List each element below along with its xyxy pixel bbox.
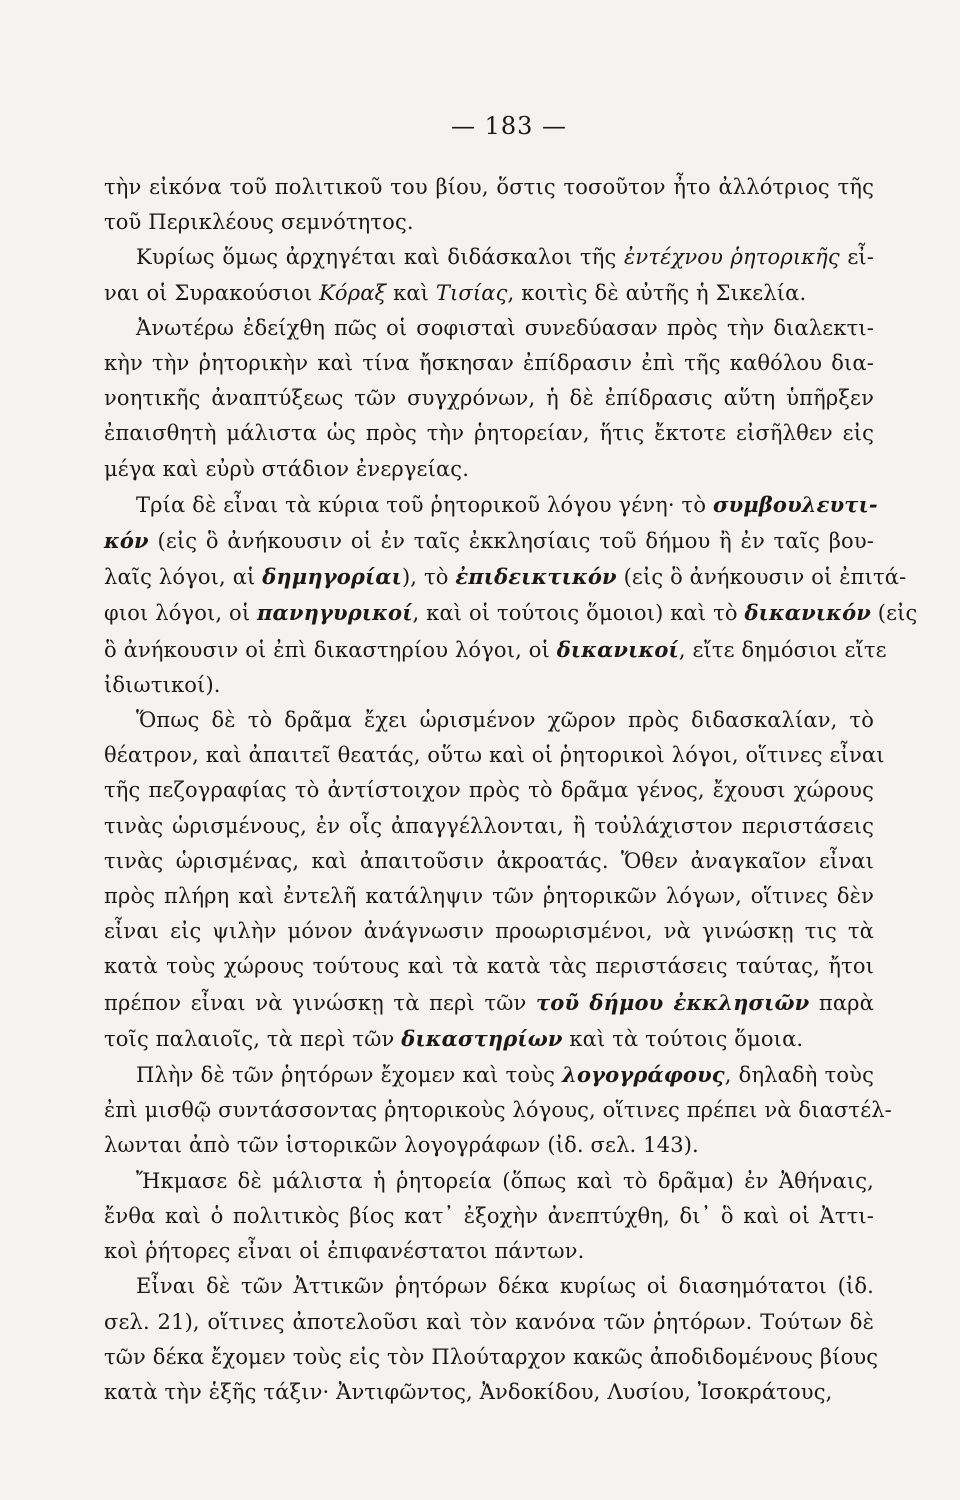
text-line: λωνται ἀπὸ τῶν ἱστορικῶν λογογράφων (ἰδ. σελ. 143). (104, 1133, 699, 1158)
text-line: τὴν εἰκόνα τοῦ πολιτικοῦ του βίου, ὅστις τοσοῦτον ἦτο ἀλλότριος τῆς (104, 175, 874, 199)
text-line: κατὰ τὴν ἑξῆς τάξιν· Ἀντιφῶντος, Ἀνδοκίδου, Λυσίου, Ἰσοκράτους, (104, 1379, 833, 1404)
text-line: Εἶναι δὲ τῶν Ἀττικῶν ῥητόρων δέκα κυρίως οἱ διασημότατοι (ἰδ. (136, 1274, 874, 1299)
text-line: νοητικῆς ἀναπτύξεως τῶν συγχρόνων, ἡ δὲ ἐπίδρασις αὕτη ὑπῆρξεν (104, 386, 874, 411)
text-line: κὴν τὴν ῥητορικὴν καὶ τίνα ἤσκησαν ἐπίδρασιν ἐπὶ τῆς καθόλου δια- (104, 351, 874, 376)
text-line: Ἤκμασε δὲ μάλιστα ἡ ῥητορεία (ὅπως καὶ τὸ δρᾶμα) ἐν Ἀθήναις, (136, 1168, 874, 1193)
text-line: τοῖς παλαιοῖς, τὰ περὶ τῶν δικαστηρίων καὶ τὰ τούτοις ὅμοια. (104, 1025, 804, 1051)
text-line: ἔνθα καὶ ὁ πολιτικὸς βίος κατ᾽ ἐξοχὴν ἀνεπτύχθη, δι᾽ ὃ καὶ οἱ Ἀττι- (104, 1203, 874, 1228)
text-line: ναι οἱ Συρακούσιοι Κόραξ καὶ Τισίας, κοιτὶς δὲ αὐτῆς ἡ Σικελία. (104, 280, 807, 305)
text-line: μέγα καὶ εὐρὺ στάδιον ἐνεργείας. (104, 456, 470, 481)
text-line: ἐπαισθητὴ μάλιστα ὡς πρὸς τὴν ῥητορείαν, ἥτις ἔκτοτε εἰσῆλθεν εἰς (104, 421, 874, 446)
text-line: λαῖς λόγοι, αἱ δημηγορίαι), τὸ ἐπιδεικτικόν (εἰς ὃ ἀνήκουσιν οἱ ἐπιτά- (104, 564, 907, 590)
book-page (104, 112, 918, 1410)
text-line: τινὰς ὡρισμένους, ἐν οἷς ἀπαγγέλλονται, ἢ τοὐλάχιστον περιστάσεις (104, 813, 874, 838)
text-line: κατὰ τοὺς χώρους τούτους καὶ τὰ κατὰ τὰς περιστάσεις ταύτας, ἤτοι (104, 954, 874, 979)
text-line: πρέπον εἶναι νὰ γινώσκῃ τὰ περὶ τῶν τοῦ δήμου ἐκκλησιῶν παρὰ (104, 989, 875, 1015)
text-line: πρὸς πλήρη καὶ ἐντελῆ κατάληψιν τῶν ῥητορικῶν λόγων, οἵτινες δὲν (104, 884, 874, 909)
text-line: ὃ ἀνήκουσιν οἱ ἐπὶ δικαστηρίου λόγοι, οἱ δικανικοί, εἴτε δημόσιοι εἴτε (104, 636, 887, 662)
text-line: σελ. 21), οἵτινες ἀποτελοῦσι καὶ τὸν κανόνα τῶν ῥητόρων. Τούτων δὲ (104, 1309, 874, 1334)
text-line: εἶναι εἰς ψιλὴν μόνον ἀνάγνωσιν προωρισμένοι, νὰ γινώσκῃ τις τὰ (104, 919, 874, 944)
text-line: θέατρον, καὶ ἀπαιτεῖ θεατάς, οὕτω καὶ οἱ ῥητορικοὶ λόγοι, οἵτινες εἶναι (104, 743, 885, 768)
text-line: Πλὴν δὲ τῶν ῥητόρων ἔχομεν καὶ τοὺς λογογράφους, δηλαδὴ τοὺς (136, 1062, 874, 1088)
text-line: Τρία δὲ εἶναι τὰ κύρια τοῦ ῥητορικοῦ λόγου γένη· τὸ συμβουλευτι- (136, 491, 878, 517)
text-line: Ἀνωτέρω ἐδείχθη πῶς οἱ σοφισταὶ συνεδύασαν πρὸς τὴν διαλεκτι- (136, 315, 874, 340)
text-line: ἰδιωτικοί). (104, 672, 221, 697)
text-line: Ὅπως δὲ τὸ δρᾶμα ἔχει ὡρισμένον χῶρον πρὸς διδασκαλίαν, τὸ (136, 708, 874, 733)
text-line: κοὶ ῥήτορες εἶναι οἱ ἐπιφανέστατοι πάντων. (104, 1239, 585, 1264)
text-line: Κυρίως ὅμως ἀρχηγέται καὶ διδάσκαλοι τῆς ἐντέχνου ῥητορικῆς εἶ- (136, 245, 875, 270)
text-line: ἐπὶ μισθῷ συντάσσοντας ῥητορικοὺς λόγους, οἵτινες πρέπει νὰ διαστέλ- (104, 1098, 892, 1123)
text-line: φιοι λόγοι, οἱ πανηγυρικοί, καὶ οἱ τούτοις ὅμοιοι) καὶ τὸ δικανικόν (εἰς (104, 600, 918, 626)
text-line: τινὰς ὡρισμένας, καὶ ἀπαιτοῦσιν ἀκροατάς. Ὅθεν ἀναγκαῖον εἶναι (104, 848, 874, 873)
page-number: — 183 — (450, 112, 568, 140)
body-text (104, 170, 918, 1410)
text-line: τοῦ Περικλέους σεμνότητος. (104, 210, 414, 235)
text-line: τῆς πεζογραφίας τὸ ἀντίστοιχον πρὸς τὸ δρᾶμα γένος, ἔχουσι χώρους (104, 778, 874, 803)
text-line: κόν (εἰς ὃ ἀνήκουσιν οἱ ἐν ταῖς ἐκκλησίαις τοῦ δήμου ἢ ἐν ταῖς βου- (104, 528, 874, 554)
text-line: τῶν δέκα ἔχομεν τοὺς εἰς τὸν Πλούταρχον κακῶς ἀποδιδομένους βίους (104, 1344, 879, 1369)
